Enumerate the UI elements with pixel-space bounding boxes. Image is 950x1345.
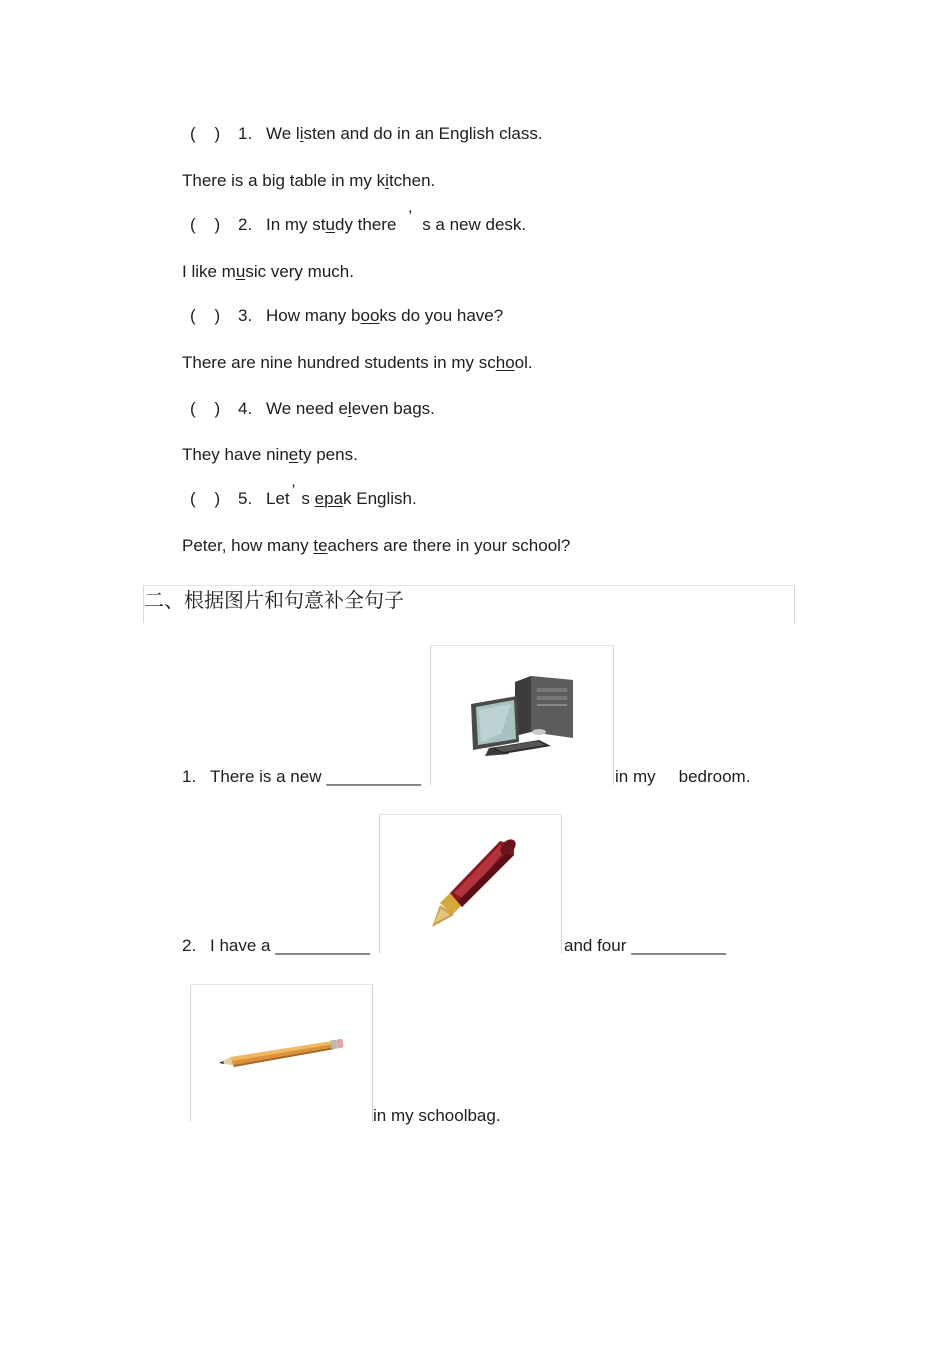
sentence-text: We l — [266, 124, 300, 143]
question-number: 3. — [238, 306, 253, 325]
sentence-text: bedroom. — [678, 767, 751, 786]
fill-in-question-1 — [182, 766, 421, 788]
underlined-letters: oo — [360, 306, 380, 325]
fill-in-question-3-end — [373, 1105, 501, 1127]
answer-paren[interactable]: ( ) — [190, 399, 221, 418]
sentence-text: dy there — [334, 215, 397, 234]
underlined-letters: l — [347, 399, 352, 418]
compare-sentence-3 — [182, 352, 533, 374]
compare-sentence-2 — [182, 261, 354, 283]
answer-paren[interactable]: ( ) — [190, 489, 221, 508]
fill-in-question-1-end — [615, 766, 750, 788]
underlined-letters: u — [235, 262, 246, 281]
fountain-pen-image — [379, 814, 562, 954]
sentence-text: ol. — [514, 353, 533, 372]
compare-sentence-1 — [182, 170, 435, 192]
sentence-text: sic very much. — [245, 262, 354, 281]
underlined-letters: i — [299, 124, 304, 143]
fountain-pen-icon — [380, 815, 563, 955]
fill-in-question-2 — [182, 935, 370, 957]
answer-paren[interactable]: ( ) — [190, 215, 221, 234]
pencil-image — [190, 984, 373, 1122]
sentence-text: sten and do in an English class. — [303, 124, 543, 143]
compare-sentence-4 — [182, 444, 358, 466]
underlined-letters: i — [385, 171, 389, 190]
sentence-text: I have a — [210, 936, 271, 955]
question-2 — [190, 207, 527, 236]
sentence-text: Let — [266, 489, 290, 508]
sentence-text: They have nin — [182, 445, 289, 464]
sentence-text: even bags. — [351, 399, 435, 418]
sentence-text: achers are there in your school? — [327, 536, 571, 555]
section-title: 二、根据图片和句意补全句子 — [144, 588, 404, 612]
underlined-letters: u — [325, 215, 335, 234]
question-number: 4. — [238, 399, 253, 418]
sentence-text: There is a big table in my k — [182, 171, 386, 190]
answer-blank[interactable]: __________ — [275, 936, 371, 955]
question-number: 2. — [182, 936, 197, 955]
question-5 — [190, 481, 417, 510]
question-number: 1. — [238, 124, 253, 143]
underlined-letters: epa — [314, 489, 344, 508]
section-header — [143, 585, 795, 623]
sentence-text: in my schoolbag. — [373, 1106, 501, 1125]
underlined-letters: te — [313, 536, 328, 555]
sentence-text: We need e — [266, 399, 348, 418]
sentence-text: in my — [615, 767, 656, 786]
question-number: 5. — [238, 489, 253, 508]
answer-paren[interactable]: ( ) — [190, 306, 221, 325]
answer-paren[interactable]: ( ) — [190, 124, 221, 143]
answer-blank[interactable]: __________ — [326, 767, 422, 786]
sentence-text: ks do you have? — [379, 306, 504, 325]
sentence-text: How many b — [266, 306, 361, 325]
sentence-text: There are nine hundred students in my sc — [182, 353, 496, 372]
sentence-text: Peter, how many — [182, 536, 314, 555]
apostrophe: ’ — [408, 207, 413, 226]
sentence-text: There is a new — [210, 767, 322, 786]
sentence-text: tchen. — [388, 171, 436, 190]
fill-in-question-2-end — [564, 935, 726, 957]
question-4 — [190, 398, 435, 420]
underlined-letters: e — [288, 445, 299, 464]
sentence-text: I like m — [182, 262, 236, 281]
answer-blank[interactable]: __________ — [631, 936, 726, 955]
question-number: 2. — [238, 215, 253, 234]
sentence-text: In my st — [266, 215, 326, 234]
apostrophe: ’ — [291, 481, 296, 500]
computer-icon — [431, 646, 615, 786]
question-1 — [190, 123, 543, 145]
question-number: 1. — [182, 767, 197, 786]
computer-image — [430, 645, 614, 785]
question-3 — [190, 305, 503, 327]
underlined-letters: ho — [495, 353, 515, 372]
sentence-text: ty pens. — [298, 445, 358, 464]
sentence-text: s — [301, 489, 315, 508]
sentence-text: k English. — [343, 489, 417, 508]
pencil-icon — [191, 985, 374, 1123]
compare-sentence-5 — [182, 535, 570, 557]
sentence-text: s a new desk. — [422, 215, 527, 234]
sentence-text: and four — [564, 936, 627, 955]
